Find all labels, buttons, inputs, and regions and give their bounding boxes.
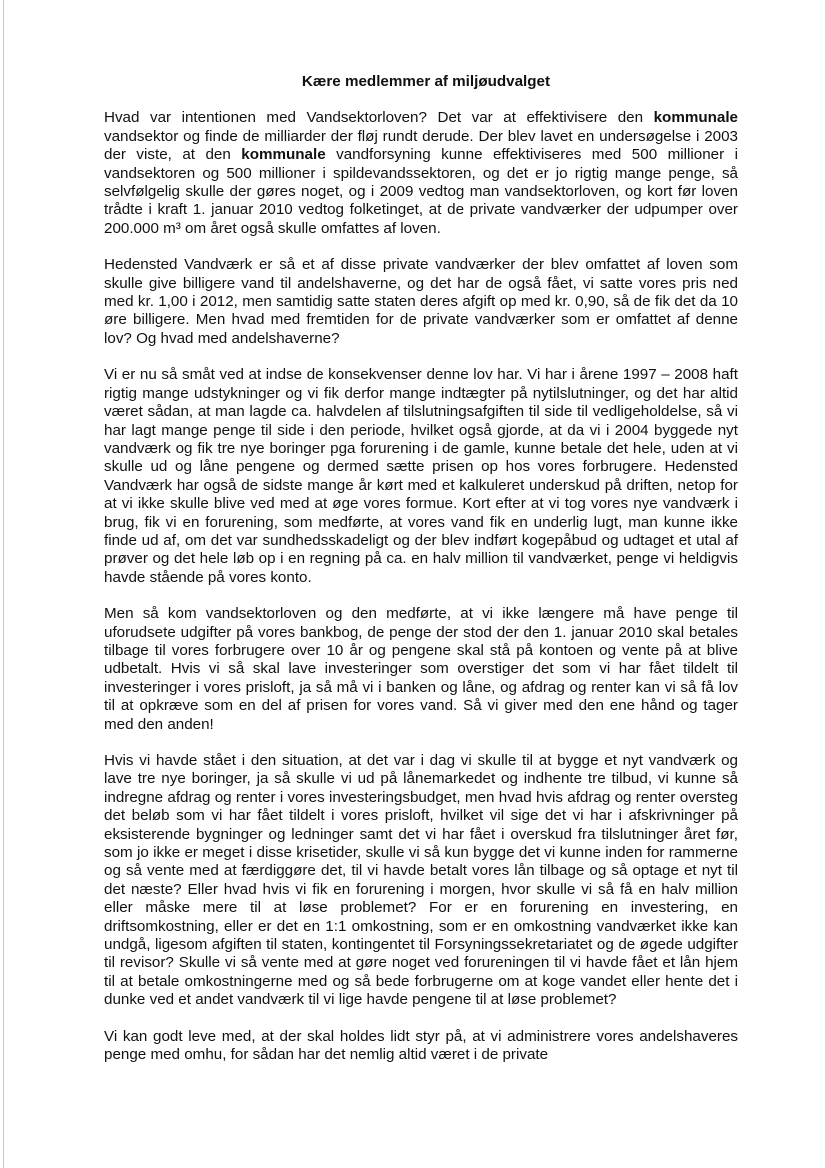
bold-text: kommunale: [653, 109, 738, 127]
paragraph: [104, 1028, 738, 1065]
page-edge-line: [3, 0, 4, 1168]
paragraph-text: vandforsyning kunne effektiviseres med 500 millioner i vandsektoren og 500 millioner i spildevandssektoren, og det er jo rigtig mange penge, så selvfølgelig skulle der gøres noget, og i 2009 vedtog man vandsektorloven, og kort før loven trådte i kraft 1. januar 2010 vedtog folketinget, at de private vandværker der udpumper over 200.000 m³ om året også skulle omfattes af loven.: [104, 146, 738, 237]
paragraph-text: Hedensted Vandværk er så et af disse private vandværker der blev omfattet af loven som skulle give billigere vand til andelshaverne, og det har de også fået, vi satte vores pris ned med kr. 1,00 i 2012, men samtidig satte staten deres afgift op med kr. 0,90, så de fik det da 10 øre billigere. Men hvad med fremtiden for de private vandværker som er omfattet af denne lov? Og hvad med andelshaverne?: [104, 256, 738, 347]
bold-text: kommunale: [241, 146, 326, 164]
paragraph-text: Hvis vi havde stået i den situation, at det var i dag vi skulle til at bygge et nyt vandværk og lave tre nye boringer, ja så skulle vi ud på lånemarkedet og indhente tre tilbud, vi kunne så indregne afdrag og renter i vores investeringsbudget, men hvad hvis afdrag og renter oversteg det beløb som vi har fået tildelt i vores prisloft, hvilket vil sige det vi har i afskrivninger på eksisterende bygninger og ledninger samt det vi har fået i overskud fra tilslutninger året før, som jo ikke er meget i disse krisetider, skulle vi så kun bygge det vi kunne inden for rammerne og så vente med at færdiggøre det, til vi havde betalt vores lån tilbage og så optage et nyt til det næste? Eller hvad hvis vi fik en forurening i morgen, hvor skulle vi så få en halv million eller måske mere til at løse problemet? For er en forurening en investering, en driftsomkostning, eller er det en 1:1 omkostning, som er en omkostning vandværket ikke kan undgå, ligesom afgiften til staten, kontingentet til Forsyningssekretariatet og de øgede udgifter til revisor? Skulle vi så vente med at gøre noget ved forureningen til vi havde fået et lån hjem til at betale omkostningerne med og så bede forbrugerne om at koge vandet eller hente det i dunke ved et andet vandværk til vi lige havde pengene til at løse problemet?: [104, 752, 738, 1009]
paragraph-text: Men så kom vandsektorloven og den medførte, at vi ikke længere må have penge til uforudsete udgifter på vores bankbog, de penge der stod der den 1. januar 2010 skal betales tilbage til vores forbrugere over 10 år og pengene skal stå på kontoen og vente på at blive udbetalt. Hvis vi så skal lave investeringer som overstiger det som vi har fået tildelt til investeringer i vores prisloft, ja så må vi i banken og låne, og afdrag og renter kan vi så få lov til at opkræve som en del af prisen for vores vand. Så vi giver med den ene hånd og tager med den anden!: [104, 605, 738, 733]
letter-body: [104, 73, 738, 1083]
paragraph-text: Vi kan godt leve med, at der skal holdes lidt styr på, at vi administrere vores andelshaveres penge med omhu, for sådan har det nemlig altid været i de private: [104, 1027, 738, 1064]
paragraph-list: [104, 109, 738, 1064]
paragraph: [104, 605, 738, 734]
paragraph: [104, 109, 738, 238]
paragraph-text: Vi er nu så småt ved at indse de konsekvenser denne lov har. Vi har i årene 1997 – 2008 haft rigtig mange udstykninger og vi fik derfor mange indtægter på nytilslutninger, og det har altid været sådan, at man lagde ca. halvdelen af tilslutningsafgiften til side til vedligeholdelse, så vi har lagt mange penge til side i den periode, hvilket også gjorde, at da vi i 2004 byggede nyt vandværk og fik tre nye boringer pga forurening i de gamle, kunne betale det hele, uden at vi skulle ud og låne pengene og dermed sætte prisen op hos vores forbrugere. Hedensted Vandværk har også de sidste mange år kørt med et kalkuleret underskud på driften, netop for at vi ikke skulle blive ved med at øge vores formue. Kort efter at vi tog vores nye vandværk i brug, fik vi en forurening, som medførte, at vores vand fik en underlig lugt, man kunne ikke finde ud af, om det var sundhedsskadeligt og der blev indført kogepåbud og udtaget et utal af prøver og det hele løb op i en regning på ca. en halv million til vandværket, penge vi heldigvis havde stående på vores konto.: [104, 366, 738, 586]
paragraph: [104, 256, 738, 348]
paragraph: [104, 366, 738, 587]
paragraph-text: Hvad var intentionen med Vandsektorloven? Det var at effektivisere den: [104, 109, 654, 127]
paragraph-text: vandsektor og finde de milliarder der fløj rundt derude. Der blev lavet en undersøgelse i 2003 der viste, at den: [104, 127, 738, 164]
letter-title: Kære medlemmer af miljøudvalget: [301, 73, 551, 90]
paragraph: [104, 752, 738, 1010]
